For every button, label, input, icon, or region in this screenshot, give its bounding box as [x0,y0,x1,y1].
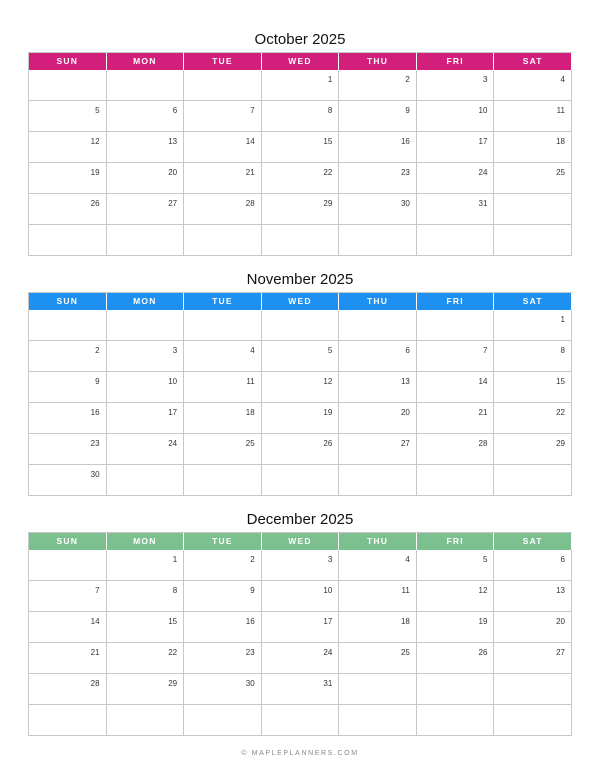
day-cell [417,163,495,194]
day-number: 23 [400,168,410,177]
day-number: 2 [95,346,100,355]
day-cell [107,101,185,132]
day-cell [339,341,417,372]
day-cell [184,403,262,434]
day-number: 22 [556,408,565,417]
day-number: 1 [327,75,333,84]
day-number: 20 [400,408,410,417]
month-title: October 2025 [254,31,346,48]
day-number: 4 [405,555,410,564]
day-number: 8 [172,586,178,595]
day-number: 10 [168,377,178,386]
day-cell [339,403,417,434]
day-number: 21 [245,168,255,177]
day-cell [262,310,340,341]
day-cell [417,434,495,465]
day-cell [29,194,107,225]
day-number: 7 [95,586,100,595]
day-cell [29,674,107,705]
weekday-header: MON [107,53,185,70]
day-number: 8 [327,106,333,115]
weekday-header: THU [339,53,417,70]
day-number: 14 [245,137,255,146]
day-cell [417,403,495,434]
day-cell [262,225,340,256]
weekday-header: MON [107,293,185,310]
weekday-header: SAT [494,53,572,70]
day-cell [107,372,185,403]
day-number: 19 [478,617,488,626]
day-number: 16 [245,617,255,626]
day-number: 19 [323,408,333,417]
day-cell [184,70,262,101]
month-calendar [28,268,572,496]
day-number: 23 [245,648,255,657]
day-cell [494,70,572,101]
day-cell [107,550,185,581]
day-cell [417,101,495,132]
day-cell [262,163,340,194]
day-number: 16 [400,137,410,146]
day-cell [417,643,495,674]
day-number: 13 [556,586,565,595]
day-cell [184,674,262,705]
day-cell [417,132,495,163]
day-cell [339,643,417,674]
day-number: 1 [560,315,565,324]
day-cell [184,705,262,736]
weekday-header: MON [107,533,185,550]
day-cell [184,310,262,341]
day-number: 12 [323,377,333,386]
day-number: 11 [401,586,410,595]
month-grid [28,292,572,496]
weekday-header: THU [339,293,417,310]
day-number: 3 [482,75,488,84]
day-number: 2 [250,555,255,564]
month-title: November 2025 [246,271,354,288]
day-cell [339,70,417,101]
day-number: 28 [245,199,255,208]
day-cell [339,612,417,643]
day-cell [417,705,495,736]
day-cell [417,465,495,496]
day-cell [339,674,417,705]
day-number: 19 [90,168,100,177]
day-cell [262,612,340,643]
day-number: 28 [90,679,100,688]
day-cell [262,434,340,465]
day-cell [29,310,107,341]
weekday-header: SUN [29,293,107,310]
weekday-header: THU [339,533,417,550]
day-cell [107,705,185,736]
day-cell [184,132,262,163]
day-number: 30 [90,470,100,479]
month-calendar [28,28,572,256]
day-number: 5 [482,555,488,564]
day-number: 20 [168,168,178,177]
day-cell [417,341,495,372]
weekday-header: SAT [494,293,572,310]
day-number: 12 [478,586,488,595]
day-cell [339,310,417,341]
day-cell [262,581,340,612]
day-number: 18 [556,137,565,146]
day-cell [262,194,340,225]
day-number: 11 [246,377,255,386]
day-cell [184,550,262,581]
day-cell [339,132,417,163]
day-cell [339,225,417,256]
day-cell [417,194,495,225]
day-number: 27 [556,648,565,657]
day-cell [29,132,107,163]
day-number: 15 [323,137,333,146]
day-cell [417,372,495,403]
day-number: 6 [560,555,565,564]
day-cell [262,705,340,736]
day-cell [262,132,340,163]
day-cell [184,194,262,225]
day-cell [184,372,262,403]
day-number: 17 [478,137,488,146]
day-cell [417,225,495,256]
day-number: 13 [400,377,410,386]
day-cell [494,341,572,372]
day-cell [494,581,572,612]
day-cell [494,612,572,643]
day-cell [494,194,572,225]
day-number: 18 [400,617,410,626]
day-cell [262,550,340,581]
day-cell [107,465,185,496]
day-cell [184,434,262,465]
day-cell [417,550,495,581]
day-number: 18 [245,408,255,417]
day-number: 12 [90,137,100,146]
weekday-header: FRI [417,53,495,70]
day-number: 30 [400,199,410,208]
weekday-header: SUN [29,533,107,550]
day-number: 6 [172,106,178,115]
day-number: 15 [556,377,565,386]
day-number: 25 [400,648,410,657]
day-number: 5 [95,106,100,115]
day-cell [417,581,495,612]
day-number: 9 [250,586,255,595]
day-cell [107,674,185,705]
day-cell [29,612,107,643]
day-number: 21 [478,408,488,417]
day-cell [184,581,262,612]
day-number: 31 [478,199,488,208]
day-number: 26 [323,439,333,448]
day-number: 30 [245,679,255,688]
weekday-header: FRI [417,533,495,550]
day-cell [494,101,572,132]
day-cell [494,550,572,581]
month-grid [28,532,572,736]
day-cell [339,194,417,225]
day-cell [494,465,572,496]
day-number: 6 [405,346,410,355]
day-cell [107,581,185,612]
day-cell [262,101,340,132]
day-cell [29,225,107,256]
day-number: 7 [250,106,255,115]
weekday-header: WED [262,293,340,310]
day-cell [494,225,572,256]
day-cell [29,403,107,434]
day-cell [417,674,495,705]
day-cell [184,465,262,496]
day-cell [29,372,107,403]
day-number: 4 [250,346,255,355]
day-cell [29,705,107,736]
day-number: 17 [323,617,333,626]
weekday-header: SAT [494,533,572,550]
day-cell [107,194,185,225]
day-cell [339,372,417,403]
day-number: 9 [95,377,100,386]
day-number: 21 [90,648,100,657]
day-cell [262,372,340,403]
day-cell [494,310,572,341]
day-cell [184,341,262,372]
day-cell [339,101,417,132]
day-cell [29,550,107,581]
day-number: 27 [168,199,178,208]
day-cell [29,581,107,612]
day-cell [339,434,417,465]
day-cell [417,310,495,341]
day-number: 2 [405,75,410,84]
day-cell [262,674,340,705]
weekday-header: FRI [417,293,495,310]
day-number: 29 [323,199,333,208]
day-number: 3 [327,555,333,564]
day-cell [494,643,572,674]
day-cell [494,434,572,465]
day-cell [29,163,107,194]
day-number: 26 [478,648,488,657]
day-cell [339,163,417,194]
day-cell [417,70,495,101]
day-cell [339,705,417,736]
day-cell [339,465,417,496]
day-cell [184,225,262,256]
day-number: 23 [90,439,100,448]
day-cell [262,403,340,434]
day-cell [262,70,340,101]
weekday-header: TUE [184,293,262,310]
day-number: 26 [90,199,100,208]
weekday-header: TUE [184,533,262,550]
month-calendar [28,508,572,736]
day-cell [339,550,417,581]
day-number: 1 [172,555,178,564]
day-cell [494,674,572,705]
day-number: 22 [168,648,178,657]
day-cell [107,310,185,341]
day-cell [494,403,572,434]
day-number: 24 [168,439,178,448]
day-number: 5 [327,346,333,355]
day-cell [107,403,185,434]
day-cell [184,163,262,194]
day-number: 8 [560,346,565,355]
day-cell [184,612,262,643]
day-number: 29 [168,679,178,688]
day-number: 10 [323,586,333,595]
day-number: 24 [323,648,333,657]
day-cell [107,163,185,194]
day-number: 29 [556,439,565,448]
day-cell [184,643,262,674]
day-number: 28 [478,439,488,448]
day-cell [107,434,185,465]
day-cell [29,434,107,465]
day-cell [494,132,572,163]
day-number: 10 [478,106,488,115]
day-cell [107,132,185,163]
day-cell [494,705,572,736]
day-cell [494,163,572,194]
day-number: 15 [168,617,178,626]
day-number: 25 [245,439,255,448]
day-cell [262,341,340,372]
day-cell [262,465,340,496]
day-number: 22 [323,168,333,177]
day-cell [262,643,340,674]
day-number: 16 [90,408,100,417]
day-number: 9 [405,106,410,115]
day-cell [107,612,185,643]
day-number: 14 [478,377,488,386]
weekday-header: WED [262,533,340,550]
day-cell [107,225,185,256]
day-cell [494,372,572,403]
day-cell [107,341,185,372]
day-cell [29,101,107,132]
day-cell [29,70,107,101]
day-number: 17 [168,408,178,417]
day-cell [339,581,417,612]
day-number: 25 [556,168,565,177]
day-cell [29,465,107,496]
day-number: 31 [323,679,333,688]
day-cell [107,643,185,674]
day-number: 13 [168,137,178,146]
day-number: 24 [478,168,488,177]
month-grid [28,52,572,256]
day-cell [107,70,185,101]
weekday-header: TUE [184,53,262,70]
day-number: 14 [90,617,100,626]
day-number: 7 [482,346,488,355]
day-cell [29,643,107,674]
footer-credit: © MAPLEPLANNERS.COM [241,750,359,757]
day-number: 4 [560,75,565,84]
day-cell [417,612,495,643]
day-number: 27 [400,439,410,448]
day-cell [184,101,262,132]
weekday-header: WED [262,53,340,70]
day-cell [29,341,107,372]
day-number: 20 [556,617,565,626]
month-title: December 2025 [246,511,354,528]
weekday-header: SUN [29,53,107,70]
day-number: 11 [556,106,565,115]
day-number: 3 [172,346,178,355]
